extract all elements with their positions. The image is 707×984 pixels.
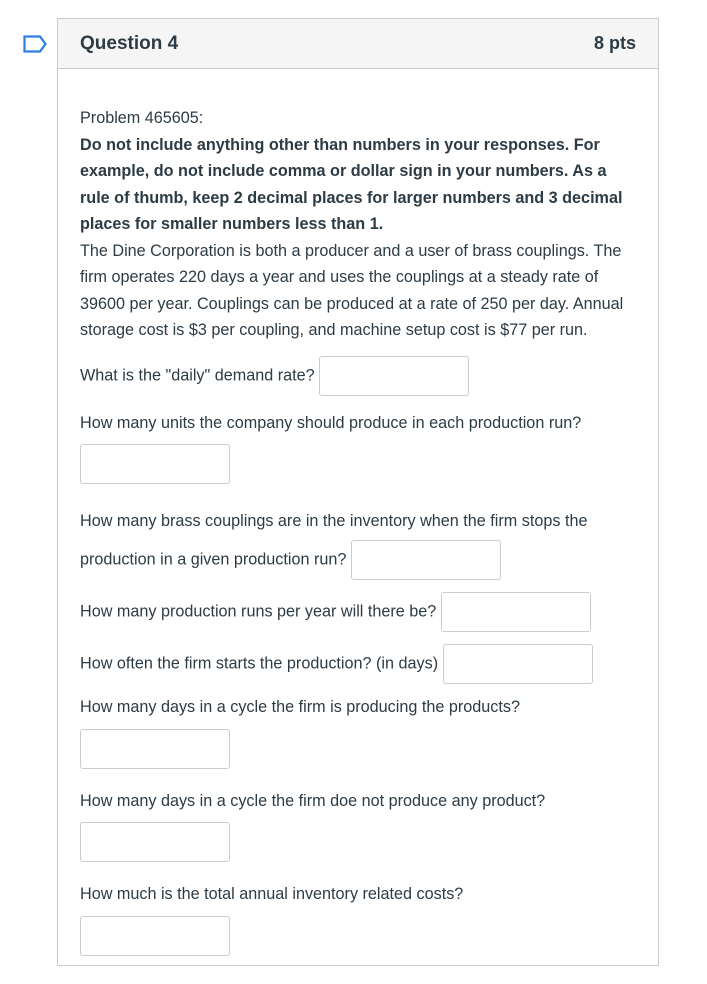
bookmark-flag-icon[interactable]	[23, 35, 47, 53]
subquestion-2-label: How many units the company should produce in each production run?	[80, 413, 582, 432]
subquestion-3	[80, 502, 640, 580]
subquestion-4	[80, 592, 636, 632]
question-body	[58, 69, 658, 956]
question-title: Question 4	[80, 32, 179, 54]
subquestion-6-label: How many days in a cycle the firm is producing the products?	[80, 698, 520, 716]
runs-per-year-input[interactable]	[441, 592, 591, 632]
cycle-time-input[interactable]	[443, 644, 593, 684]
subquestion-8	[80, 881, 636, 956]
daily-demand-input[interactable]	[319, 356, 469, 396]
subquestion-7	[80, 788, 636, 863]
max-inventory-input[interactable]	[351, 540, 501, 580]
problem-instructions: Do not include anything other than numbers in your responses. For example, do not include comma or dollar sign in your numbers. As a rule of thumb, keep 2 decimal places for larger numbers and 3 decimal places for smaller numbers less than 1.	[80, 135, 623, 233]
question-card	[57, 18, 659, 966]
subquestion-1-label: What is the "daily" demand rate?	[80, 365, 315, 384]
subquestion-5-label: How often the firm starts the production? (in days)	[80, 654, 439, 673]
production-days-input[interactable]	[80, 729, 230, 769]
subquestion-1	[80, 356, 636, 396]
question-points: 8 pts	[593, 33, 636, 53]
subquestion-4-label: How many production runs per year will there be?	[80, 602, 437, 621]
subquestion-5	[80, 644, 636, 684]
question-header	[58, 19, 658, 69]
subquestion-8-label: How much is the total annual inventory related costs?	[80, 885, 464, 903]
problem-scenario: The Dine Corporation is both a producer and a user of brass couplings. The firm operates 220 days a year and uses the couplings at a steady rate of 39600 per year. Couplings can be produced at a rate of 250 per day. Annual storage cost is $3 per coupling, and machine setup cost is $77 per run.	[80, 241, 624, 339]
subquestion-3-label: How many brass couplings are in the inventory when the firm stops the production in a given production run?	[80, 512, 588, 569]
total-cost-input[interactable]	[80, 916, 230, 956]
subquestion-6	[80, 694, 636, 769]
production-quantity-input[interactable]	[80, 444, 230, 484]
problem-id: Problem 465605:	[80, 109, 204, 127]
subquestion-2	[80, 410, 636, 485]
idle-days-input[interactable]	[80, 822, 230, 862]
subquestion-7-label: How many days in a cycle the firm doe not produce any product?	[80, 791, 546, 810]
